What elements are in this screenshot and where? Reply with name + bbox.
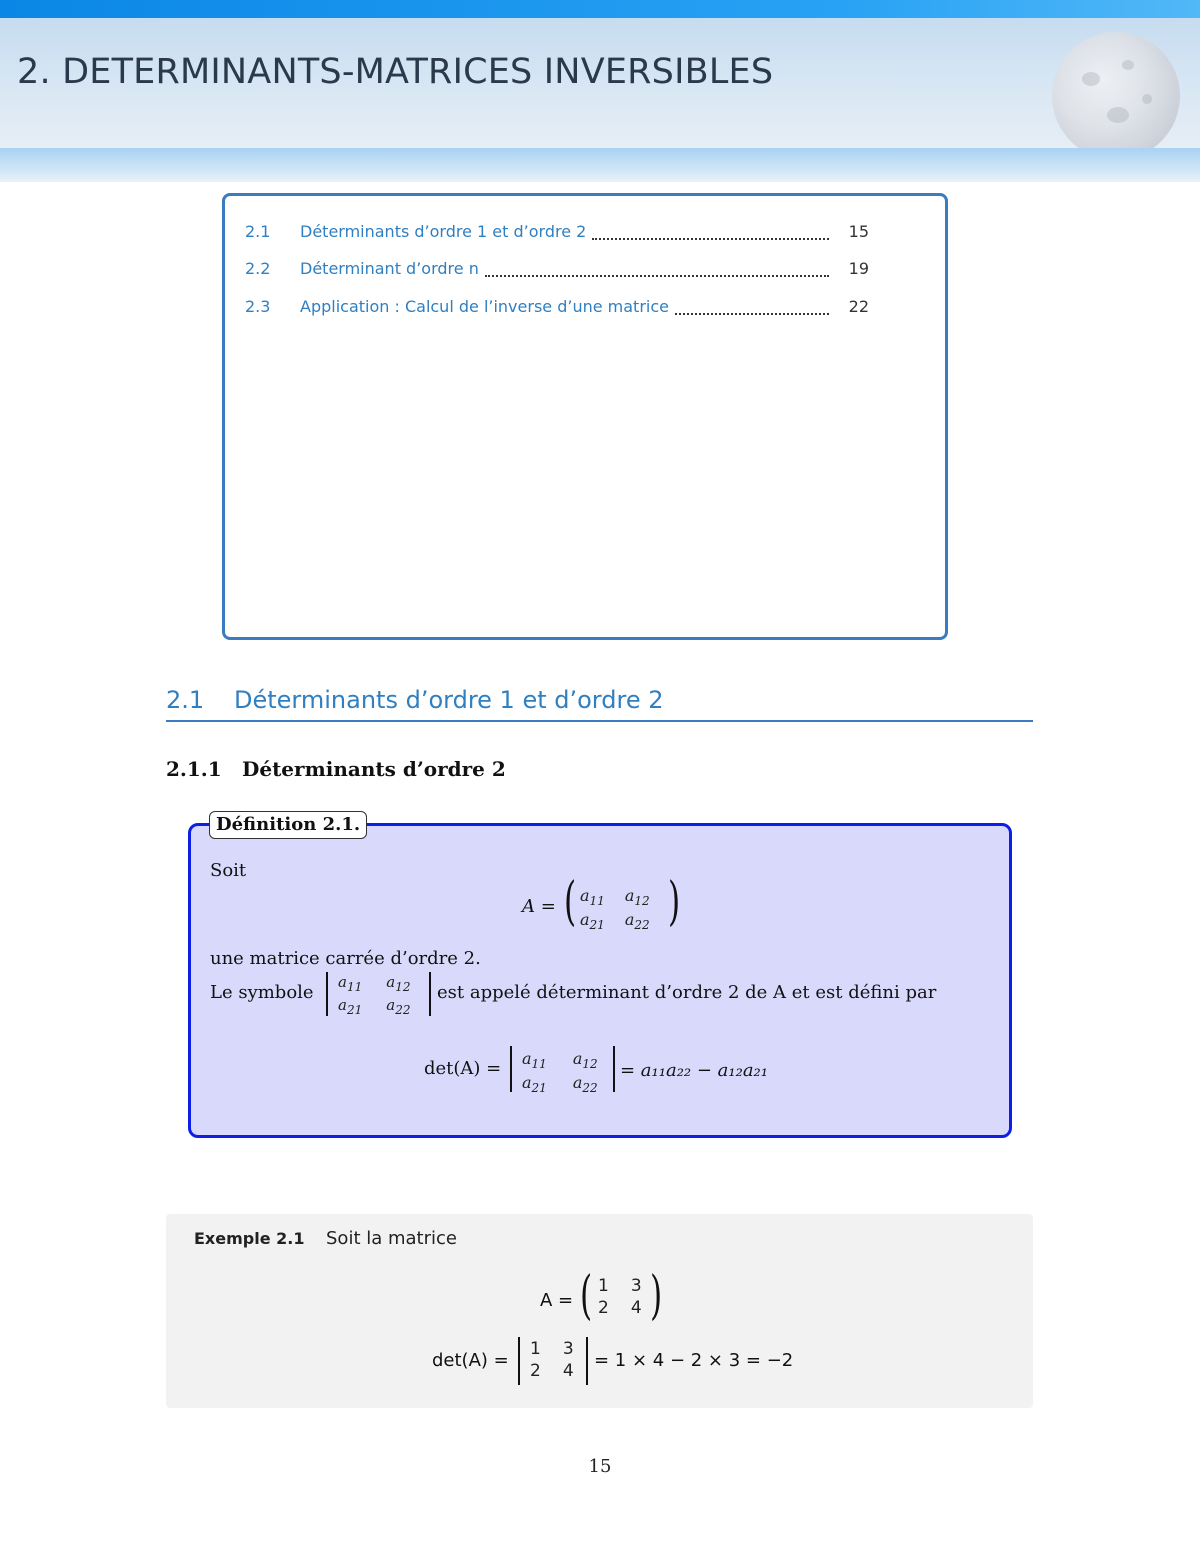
toc-item[interactable] [245,297,869,321]
right-paren: ) [668,872,681,932]
left-paren: ( [580,1266,593,1326]
chapter-title: 2. DETERMINANTS-MATRICES INVERSIBLES [17,52,774,92]
matrix-entry: $a_{22}$ [624,910,650,932]
subsection-title: Déterminants d’ordre 2 [242,757,506,781]
det-bar-right [586,1337,588,1385]
moon-image [1052,32,1180,148]
matrix-entry: 1 [598,1276,609,1296]
matrix-entry: $a_{21}$ [338,996,363,1017]
toc-item-num: 2.2 [245,259,271,278]
toc-item-text: Déterminants d’ordre 1 et d’ordre 2 [300,222,587,241]
det-bar-left [326,972,328,1016]
matrix-entry: 1 [530,1339,541,1359]
definition-tag: Définition 2.1. [209,811,367,839]
section-title: Déterminants d’ordre 1 et d’ordre 2 [234,686,664,714]
matrix-entry: $a_{11}$ [580,886,605,908]
toc-leader-dots [592,238,829,240]
definition-box [188,823,1012,1138]
toc-box [222,193,948,640]
toc-item-num: 2.1 [245,222,271,241]
left-paren: ( [564,872,577,932]
header-top-bar [0,0,1200,18]
toc-item-page: 19 [848,259,869,278]
matrix-entry: $a_{12}$ [386,973,411,994]
toc-item[interactable] [245,259,869,283]
det-bar-right [429,972,431,1016]
section-number: 2.1 [166,686,205,714]
matrix-entry: 4 [630,1298,642,1318]
definition-line2-suffix: est appelé déterminant d’ordre 2 de A et est défini par [437,982,937,1003]
matrix-entry: 2 [598,1298,609,1318]
example-det-lhs: det(A) = [432,1350,509,1371]
example-matrix-entries [598,1276,642,1318]
matrix-entry: $a_{12}$ [572,1049,598,1071]
matrix-entries [580,886,650,932]
toc-item-text: Déterminant d’ordre n [300,259,479,278]
banner-strip [0,148,1200,182]
right-paren: ) [650,1266,663,1326]
symbol-entries [338,973,410,1017]
toc-item-text: Application : Calcul de l’inverse d’une matrice [300,297,669,316]
toc-item[interactable] [245,222,869,246]
det-entries [522,1049,598,1095]
det-lhs: det(A) = [424,1058,502,1079]
det-rhs: = a₁₁a₂₂ − a₁₂a₂₁ [620,1060,768,1081]
matrix-entry: $a_{11}$ [338,973,363,994]
example-det-rhs: = 1 × 4 − 2 × 3 = −2 [594,1350,794,1371]
definition-line2-prefix: Le symbole [210,982,314,1003]
subsection-heading [166,757,506,781]
det-bar-left [510,1046,512,1092]
matrix-entry: 3 [630,1276,642,1296]
toc-item-page: 22 [848,297,869,316]
matrix-entry: $a_{11}$ [522,1049,547,1071]
matrix-entry: $a_{21}$ [522,1073,547,1095]
definition-line1: une matrice carrée d’ordre 2. [210,948,481,969]
matrix-entry: 2 [530,1361,541,1381]
section-heading [166,686,1033,722]
example-label: Exemple 2.1 [194,1229,305,1248]
page-number: 15 [588,1456,612,1477]
toc-leader-dots [485,275,829,277]
det-bar-left [518,1337,520,1385]
matrix-entry: $a_{22}$ [572,1073,598,1095]
matrix-lhs: A = [522,896,556,917]
matrix-entry: $a_{12}$ [624,886,650,908]
example-text: Soit la matrice [326,1228,457,1249]
matrix-entry: 3 [562,1339,574,1359]
toc-leader-dots [675,313,829,315]
matrix-entry: $a_{22}$ [386,996,411,1017]
example-det-entries [530,1339,574,1381]
definition-intro: Soit [210,860,247,881]
toc-item-num: 2.3 [245,297,271,316]
matrix-entry: 4 [562,1361,574,1381]
toc-item-page: 15 [848,222,869,241]
subsection-number: 2.1.1 [166,757,222,781]
example-matrix-lhs: A = [540,1290,574,1311]
det-bar-right [613,1046,615,1092]
matrix-entry: $a_{21}$ [580,910,605,932]
